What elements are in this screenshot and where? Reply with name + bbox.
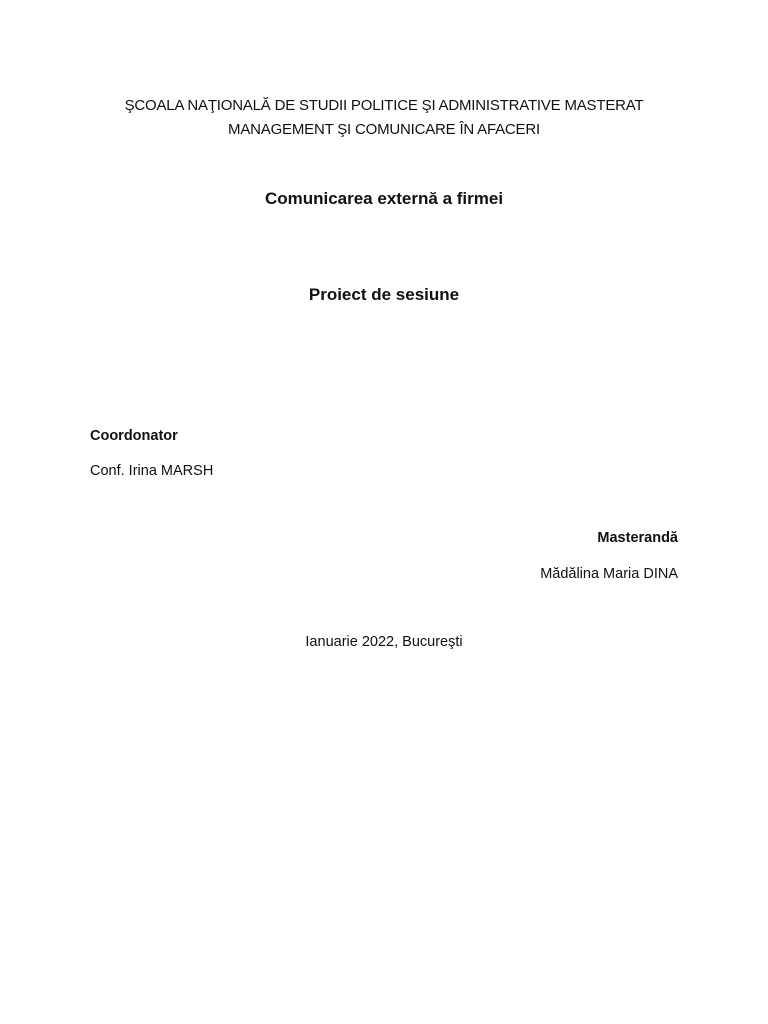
student-name: Mădălina Maria DINA: [540, 566, 678, 582]
institution-name-line-2: MANAGEMENT ŞI COMUNICARE ÎN AFACERI: [228, 121, 540, 138]
student-label: Masterandă: [597, 530, 678, 546]
coordinator-label: Coordonator: [90, 428, 178, 444]
document-subtitle: Proiect de sesiune: [308, 285, 460, 304]
coordinator-name: Conf. Irina MARSH: [90, 463, 214, 479]
document-title: Comunicarea externă a firmei: [264, 189, 504, 208]
institution-name-line-1: ŞCOALA NAŢIONALĂ DE STUDII POLITICE ŞI ADMINISTRATIVE MASTERAT: [124, 97, 644, 114]
date-place: Ianuarie 2022, Bucureşti: [305, 634, 463, 650]
